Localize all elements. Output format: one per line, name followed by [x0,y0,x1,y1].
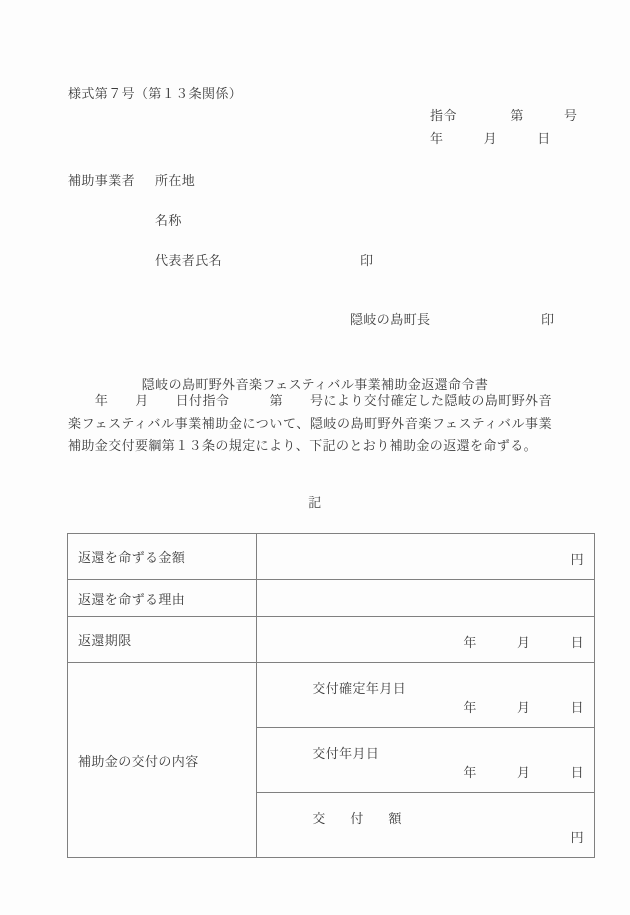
row-value-return-amount [257,534,595,580]
body-paragraph-block [68,391,552,459]
row-label-return-deadline: 返還期限 [68,617,257,663]
row-value-return-deadline [257,617,595,663]
unit-yen: 円 [570,831,584,846]
table-row [68,534,595,580]
date-placeholder-year-month-day: 年 月 日 [463,766,584,781]
body-paragraph: 年 月 日付指令 第 号により交付確定した隠岐の島町野外音楽フェスティバル事業補助金について、隠岐の島町野外音楽フェスティバル事業補助金交付要綱第１３条の規定により、下記のとおり補助金の返還を命ずる。 [68,394,552,454]
order-number-line: 指令 第 号 [430,109,578,124]
sub-label-grant-date: 交付年月日 [312,747,380,762]
addressee-representative-label: 代表者氏名 [155,254,223,269]
addressee-label: 補助事業者 [68,174,136,189]
issuer-seal-mark: 印 [541,313,555,328]
unit-yen: 円 [570,553,584,568]
row-label-subsidy-grant-details: 補助金の交付の内容 [68,663,257,858]
row-value-grant-amount [257,793,595,858]
row-value-grant-decision-date [257,663,595,728]
addressee-address-label: 所在地 [155,174,196,189]
document-title: 隠岐の島町野外音楽フェスティバル事業補助金返還命令書 [141,378,489,393]
ki-marker: 記 [308,496,322,511]
table-row [68,663,595,728]
sub-label-grant-amount: 交 付 額 [312,812,408,827]
row-label-return-amount: 返還を命ずる金額 [68,534,257,580]
order-date-line: 年 月 日 [430,132,551,147]
sub-label-grant-decision-date: 交付確定年月日 [312,682,407,697]
return-order-table [67,533,595,858]
form-number: 様式第７号（第１３条関係） [68,87,243,102]
row-value-return-reason [257,580,595,617]
row-label-return-reason: 返還を命ずる理由 [68,580,257,617]
table-row [68,617,595,663]
date-placeholder-year-month-day: 年 月 日 [463,636,584,651]
row-value-grant-date [257,728,595,793]
addressee-name-label: 名称 [155,214,182,229]
addressee-seal-mark: 印 [360,254,374,269]
issuer-title: 隠岐の島町長 [350,313,431,328]
table-row [68,580,595,617]
date-placeholder-year-month-day: 年 月 日 [463,701,584,716]
